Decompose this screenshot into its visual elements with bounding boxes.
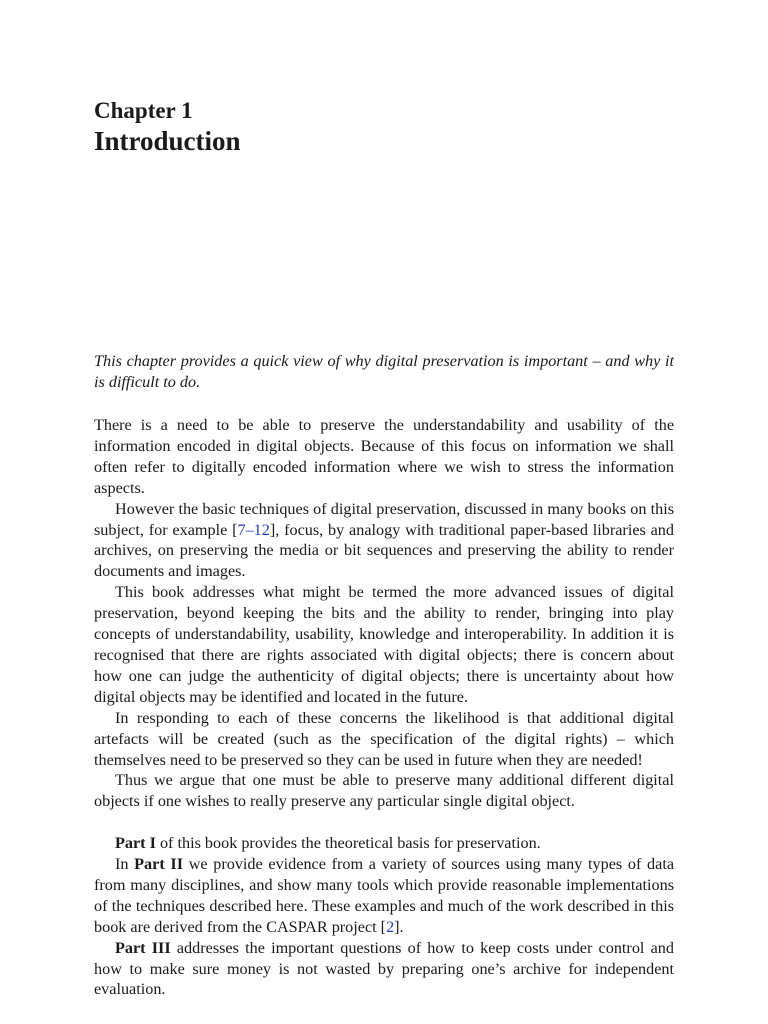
part-1-text: of this book provides the theoretical basis for preservation.	[155, 834, 541, 853]
paragraph-part-2	[94, 854, 674, 938]
paragraph-3: This book addresses what might be termed the more advanced issues of digital preservation, beyond keeping the bits and the ability to render, bringing into play concepts of understandability, usability, knowledge and interoperability. In addition it is recognised that there are rights associated with digital objects; there is concern about how one can judge the authenticity of digital objects; there is uncertainty about how digital objects may be identified and located in the future.	[94, 583, 674, 706]
paragraph-1: There is a need to be able to preserve the understandability and usability of the information encoded in digital objects. Because of this focus on information we shall often refer to digitally encoded information where we wish to stress the information aspects.	[94, 416, 674, 497]
part-2-label: Part II	[134, 855, 184, 874]
paragraph-part-3	[94, 938, 674, 1001]
paragraph-2-text-b: ], focus, by analogy with traditional paper-based libraries and archives, on preserving the media or bit sequences and preserving the ability to render documents and images.	[94, 520, 674, 581]
chapter-label: Chapter 1	[94, 98, 193, 123]
part-2-text-b: we provide evidence from a variety of sources using many types of data from many disciplines, and show many tools which provide reasonable implementations of the techniques described here. These examples and much of the work described in this book are derived from the CASPAR project [	[94, 855, 675, 936]
part-3-label: Part III	[115, 938, 171, 957]
part-3-text: addresses the important questions of how to keep costs under control and how to make sure money is not wasted by preparing one’s archive for independent evaluation.	[94, 938, 674, 999]
part-2-text-a: In	[115, 855, 135, 874]
part-2-text-c: ].	[394, 917, 404, 936]
paragraph-part-1	[94, 833, 674, 854]
paragraph-5: Thus we argue that one must be able to preserve many additional different digital objects if one wishes to really preserve any particular single digital object.	[94, 771, 674, 811]
chapter-title: Introduction	[94, 126, 241, 156]
citation-link[interactable]: 7–12	[237, 520, 270, 539]
chapter-abstract: This chapter provides a quick view of why digital preservation is important – and why it is difficult to do.	[94, 352, 674, 391]
paragraph-2	[94, 499, 674, 583]
paragraph-2-text-a: However the basic techniques of digital preservation, discussed in many books on this subject, for example [	[94, 499, 674, 539]
citation-link[interactable]: 2	[386, 917, 395, 936]
body-text	[94, 415, 674, 1000]
part-1-label: Part I	[115, 834, 156, 853]
paragraph-4: In responding to each of these concerns the likelihood is that additional digital artefacts will be created (such as the specification of the digital rights) – which themselves need to be preserved so they can be used in future when they are needed!	[94, 708, 674, 769]
